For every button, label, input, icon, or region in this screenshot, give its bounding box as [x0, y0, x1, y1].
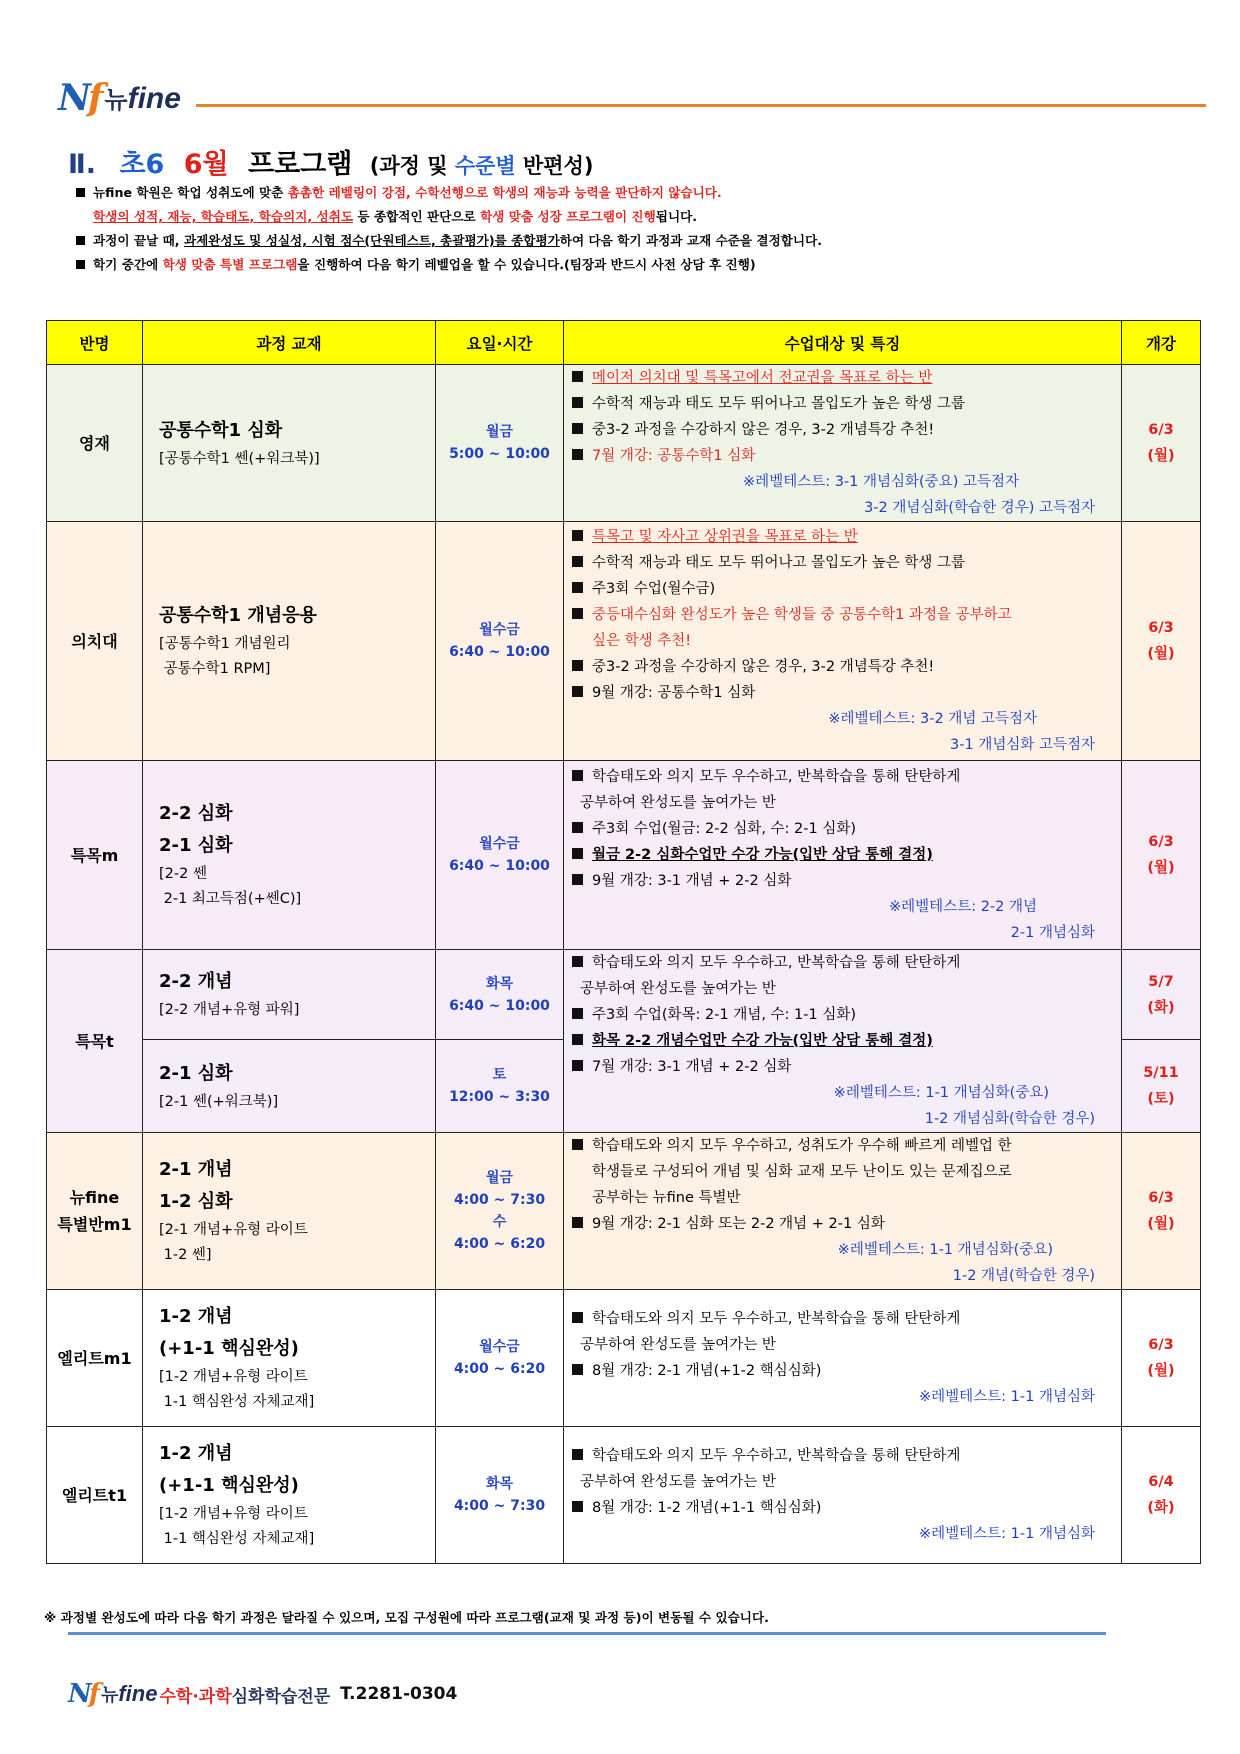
open-date-cell	[1122, 365, 1201, 522]
open-date-cell	[1122, 522, 1201, 761]
table-header-row	[47, 321, 1201, 365]
open-date: 5/11	[1143, 1065, 1179, 1082]
open-day: (화)	[1147, 1500, 1175, 1516]
description-line: 월금 2-2 심화수업만 수강 가능(입반 상담 통해 결정)	[572, 842, 1109, 868]
description-line: 화목 2-2 개념수업만 수강 가능(입반 상담 통해 결정)	[572, 1028, 1109, 1054]
course-name: 공통수학1 개념응용	[159, 605, 317, 626]
description-line: 학습태도와 의지 모두 우수하고, 반복학습을 통해 탄탄하게	[572, 1306, 1109, 1332]
class-time: 6:40 ~ 10:00	[449, 858, 550, 874]
description-line: 주3회 수업(월금: 2-2 심화, 수: 2-1 심화)	[572, 816, 1109, 842]
bullet-square-icon	[572, 530, 583, 541]
class-time: 4:00 ~ 7:30	[453, 1498, 546, 1514]
bullet-square-icon	[572, 1217, 583, 1228]
open-date-cell	[1122, 1133, 1201, 1290]
table-row	[47, 365, 1201, 522]
header-divider	[196, 104, 1206, 107]
textbook-cell	[143, 1040, 436, 1133]
level-test: 3-2 개념심화(학습한 경우) 고득점자	[864, 500, 1095, 516]
class-days: 토	[492, 1067, 507, 1084]
description-cell	[564, 522, 1122, 761]
course-name: 2-2 개념	[159, 971, 233, 993]
class-days: 수	[492, 1214, 507, 1230]
description-cell	[564, 1427, 1122, 1564]
note-3: 학기 중간에 학생 맞춤 특별 프로그램을 진행하여 다음 학기 레벨업을 할 수 있습니다.(팀장과 반드시 사전 상담 후 진행)	[76, 254, 756, 273]
textbook-name: [2-2 개념+유형 파워]	[159, 1002, 300, 1019]
bullet-square-icon	[572, 582, 583, 593]
class-name: 의치대	[47, 522, 143, 761]
description-line: 학습태도와 의지 모두 우수하고, 반복학습을 통해 탄탄하게	[572, 764, 1109, 790]
schedule-cell	[436, 522, 564, 761]
description-line: 8월 개강: 2-1 개념(+1-2 핵심심화)	[572, 1358, 1109, 1384]
table-row	[47, 522, 1201, 761]
description-line: 7월 개강: 공통수학1 심화	[572, 443, 1109, 469]
description-line: 학습태도와 의지 모두 우수하고, 반복학습을 통해 탄탄하게	[572, 1443, 1109, 1469]
description-line: 중등대수심화 완성도가 높은 학생들 중 공통수학1 과정을 공부하고	[572, 602, 1109, 628]
class-name: 영재	[47, 365, 143, 522]
open-date: 6/3	[1148, 1337, 1174, 1353]
class-time: 6:40 ~ 10:00	[449, 997, 550, 1014]
class-time: 4:00 ~ 7:30	[453, 1192, 546, 1208]
bullet-square-icon	[572, 660, 583, 671]
course-name: 1-2 개념	[159, 1306, 233, 1327]
description-line: 특목고 및 자사고 상위권을 목표로 하는 반	[572, 524, 1109, 550]
schedule-cell	[436, 950, 564, 1040]
program-table	[46, 320, 1201, 1564]
textbook-name: 1-1 핵심완성 자체교재]	[159, 1531, 315, 1547]
level-test: ※레벨테스트: 1-1 개념심화(중요)	[837, 1242, 1053, 1258]
course-name: 2-1 개념	[159, 1159, 233, 1180]
class-days: 월금	[485, 424, 514, 440]
bullet-square-icon	[572, 770, 583, 781]
note-1-cont: 학생의 성적, 재능, 학습태도, 학습의지, 성취도 등 종합적인 판단으로 학생 맞춤 성장 프로그램이 진행됩니다.	[93, 209, 698, 224]
class-time: 6:40 ~ 10:00	[449, 644, 550, 660]
page-title: Ⅱ. 초6 6월 프로그램 (과정 및 수준별 반편성)	[68, 149, 594, 180]
course-name: 공통수학1 심화	[159, 419, 283, 441]
level-test: 3-1 개념심화 고득점자	[950, 737, 1095, 753]
bullet-square-icon	[572, 1312, 583, 1323]
description-line: 7월 개강: 3-1 개념 + 2-2 심화	[572, 1054, 1109, 1080]
table-row	[47, 1290, 1201, 1427]
description-cell	[564, 365, 1122, 522]
textbook-name: 1-1 핵심완성 자체교재]	[159, 1394, 315, 1410]
class-days: 월수금	[479, 622, 520, 638]
level-test: 2-1 개념심화	[1010, 925, 1095, 941]
class-name: 특목t	[47, 950, 143, 1133]
class-name: 특목m	[47, 761, 143, 950]
level-test: ※레벨테스트: 1-1 개념심화(중요)	[833, 1085, 1049, 1101]
col-header-schedule: 요일·시간	[436, 321, 564, 365]
col-header-description: 수업대상 및 특징	[564, 321, 1122, 365]
description-line: 학습태도와 의지 모두 우수하고, 성취도가 우수해 빠르게 레벨업 한	[572, 1133, 1109, 1159]
class-name: 엘리트m1	[47, 1290, 143, 1427]
schedule-cell	[436, 1133, 564, 1290]
class-name: 뉴fine 특별반m1	[47, 1133, 143, 1290]
col-header-book: 과정 교재	[143, 321, 436, 365]
description-line: 공부하여 완성도를 높여가는 반	[580, 1474, 776, 1490]
logo-mark: Nf	[58, 77, 101, 119]
open-date-cell	[1122, 950, 1201, 1040]
open-day: (월)	[1147, 1363, 1175, 1379]
bullet-square-icon	[572, 397, 583, 408]
bullet-square-icon	[572, 848, 583, 859]
class-time: 4:00 ~ 6:20	[453, 1236, 546, 1252]
footer-logo	[68, 1678, 457, 1710]
class-name: 엘리트t1	[47, 1427, 143, 1564]
bullet-square-icon	[572, 1364, 583, 1375]
textbook-cell	[143, 1290, 436, 1427]
description-line: 9월 개강: 2-1 심화 또는 2-2 개념 + 2-1 심화	[572, 1211, 1109, 1237]
schedule-cell	[436, 365, 564, 522]
bullet-square-icon	[572, 1008, 583, 1019]
description-line: 중3-2 과정을 수강하지 않은 경우, 3-2 개념특강 추천!	[572, 417, 1109, 443]
open-day: (월)	[1147, 646, 1175, 662]
description-line: 주3회 수업(화목: 2-1 개념, 수: 1-1 심화)	[572, 1002, 1109, 1028]
note-1: 뉴fine 학원은 학업 성취도에 맞춘 촘촘한 레벨링이 강점, 수학선행으로 학생의 재능과 능력을 판단하지 않습니다.	[76, 182, 722, 201]
open-day: (월)	[1147, 1216, 1175, 1232]
textbook-cell	[143, 950, 436, 1040]
bullet-square-icon	[572, 1449, 583, 1460]
schedule-cell	[436, 1290, 564, 1427]
table-row	[47, 1133, 1201, 1290]
textbook-name: [1-2 개념+유형 라이트	[159, 1369, 308, 1385]
description-line: 주3회 수업(월수금)	[572, 576, 1109, 602]
header-logo	[58, 78, 181, 118]
textbook-name: [2-1 개념+유형 라이트	[159, 1222, 308, 1238]
class-days: 화목	[485, 1476, 514, 1492]
open-date-cell	[1122, 761, 1201, 950]
open-day: (월)	[1147, 448, 1175, 464]
open-day: (월)	[1147, 860, 1175, 876]
schedule-cell	[436, 1427, 564, 1564]
logo-text: 뉴fine	[100, 1681, 158, 1706]
textbook-cell	[143, 1427, 436, 1564]
textbook-name: [2-1 쎈(+워크북)]	[159, 1093, 279, 1110]
note-2: 과정이 끝날 때, 과제완성도 및 성실성, 시험 점수(단원테스트, 총괄평가)를 종합평가하여 다음 학기 과정과 교재 수준을 결정합니다.	[76, 230, 822, 249]
bullet-square-icon	[572, 556, 583, 567]
description-line: 공부하는 뉴fine 특별반	[592, 1190, 741, 1206]
table-row	[47, 761, 1201, 950]
description-cell	[564, 950, 1122, 1133]
table-row	[47, 1427, 1201, 1564]
open-day: (토)	[1147, 1091, 1175, 1108]
class-time: 4:00 ~ 6:20	[453, 1361, 546, 1377]
level-test: ※레벨테스트: 3-2 개념 고득점자	[828, 711, 1037, 727]
course-name: 2-1 심화	[159, 1062, 233, 1084]
bullet-square-icon	[572, 371, 583, 382]
level-test: ※레벨테스트: 2-2 개념	[889, 899, 1037, 915]
bullet-square-icon	[572, 1139, 583, 1150]
open-date-cell	[1122, 1427, 1201, 1564]
open-date: 5/7	[1148, 973, 1174, 990]
bullet-square-icon	[76, 188, 85, 197]
description-line: 수학적 재능과 태도 모두 뛰어나고 몰입도가 높은 학생 그룹	[572, 550, 1109, 576]
textbook-name: [1-2 개념+유형 라이트	[159, 1506, 308, 1522]
bullet-square-icon	[572, 1501, 583, 1512]
open-date-cell	[1122, 1290, 1201, 1427]
description-line: 중3-2 과정을 수강하지 않은 경우, 3-2 개념특강 추천!	[572, 654, 1109, 680]
description-line: 9월 개강: 3-1 개념 + 2-2 심화	[572, 868, 1109, 894]
textbook-name: 1-2 쎈]	[159, 1247, 212, 1263]
bullet-square-icon	[572, 608, 583, 619]
description-line: 학습태도와 의지 모두 우수하고, 반복학습을 통해 탄탄하게	[572, 950, 1109, 976]
level-test: 1-2 개념심화(학습한 경우)	[924, 1111, 1095, 1127]
open-date-cell	[1122, 1040, 1201, 1133]
schedule-cell	[436, 1040, 564, 1133]
footer-phone: T.2281-0304	[340, 1684, 458, 1704]
bullet-square-icon	[572, 822, 583, 833]
description-line: 싶은 학생 추천!	[592, 633, 692, 649]
class-days: 월수금	[479, 836, 520, 852]
textbook-name: [공통수학1 쎈(+워크북)]	[159, 450, 320, 467]
description-line: 공부하여 완성도를 높여가는 반	[580, 981, 776, 997]
table-row	[47, 950, 1201, 1040]
description-line: 공부하여 완성도를 높여가는 반	[580, 795, 776, 811]
open-date: 6/3	[1148, 834, 1174, 850]
bullet-square-icon	[572, 1060, 583, 1071]
bullet-square-icon	[76, 260, 85, 269]
class-days: 월수금	[479, 1339, 520, 1355]
bullet-square-icon	[572, 449, 583, 460]
course-name: (+1-1 핵심완성)	[159, 1475, 299, 1496]
course-name: 1-2 개념	[159, 1443, 233, 1464]
description-line: 수학적 재능과 태도 모두 뛰어나고 몰입도가 높은 학생 그룹	[572, 391, 1109, 417]
open-day: (화)	[1147, 999, 1175, 1016]
level-test: ※레벨테스트: 1-1 개념심화	[919, 1389, 1095, 1405]
description-line: 9월 개강: 공통수학1 심화	[572, 680, 1109, 706]
description-line: 8월 개강: 1-2 개념(+1-1 핵심심화)	[572, 1495, 1109, 1521]
textbook-cell	[143, 522, 436, 761]
course-name: 2-1 심화	[159, 835, 233, 856]
description-line: 공부하여 완성도를 높여가는 반	[580, 1337, 776, 1353]
course-name: 1-2 심화	[159, 1191, 233, 1212]
schedule-cell	[436, 761, 564, 950]
class-time: 5:00 ~ 10:00	[449, 446, 550, 462]
bullet-square-icon	[572, 686, 583, 697]
textbook-cell	[143, 365, 436, 522]
textbook-name: [2-2 쎈	[159, 866, 207, 882]
textbook-name: 공통수학1 RPM]	[159, 661, 271, 677]
textbook-name: [공통수학1 개념원리	[159, 636, 291, 652]
description-cell	[564, 1290, 1122, 1427]
level-test: 1-2 개념(학습한 경우)	[952, 1268, 1095, 1284]
level-test: ※레벨테스트: 1-1 개념심화	[919, 1526, 1095, 1542]
description-cell	[564, 1133, 1122, 1290]
description-line: 메이저 의치대 및 특목고에서 전교권을 목표로 하는 반	[572, 365, 1109, 391]
bullet-square-icon	[572, 1034, 583, 1045]
description-line: 학생들로 구성되어 개념 및 심화 교재 모두 난이도 있는 문제집으로	[592, 1164, 1012, 1180]
description-cell	[564, 761, 1122, 950]
course-name: (+1-1 핵심완성)	[159, 1338, 299, 1359]
textbook-cell	[143, 761, 436, 950]
class-days: 월금	[485, 1170, 514, 1186]
logo-text: 뉴fine	[104, 82, 181, 115]
logo-mark: Nf	[68, 1679, 97, 1709]
open-date: 6/3	[1148, 1190, 1174, 1206]
textbook-cell	[143, 1133, 436, 1290]
open-date: 6/3	[1148, 422, 1174, 438]
bullet-square-icon	[76, 236, 85, 245]
footnote: ※ 과정별 완성도에 따라 다음 학기 과정은 달라질 수 있으며, 모집 구성원에 따라 프로그램(교재 및 과정 등)이 변동될 수 있습니다.	[44, 1610, 769, 1625]
class-time: 12:00 ~ 3:30	[449, 1089, 550, 1106]
bullet-square-icon	[572, 423, 583, 434]
level-test: ※레벨테스트: 3-1 개념심화(중요) 고득점자	[743, 474, 1019, 490]
open-date: 6/4	[1148, 1474, 1174, 1490]
footer-tag-subjects: 수학·과학	[159, 1686, 232, 1707]
bullet-square-icon	[572, 874, 583, 885]
footer-tag-specialty: 심화학습전문	[231, 1686, 331, 1707]
footer-divider	[68, 1632, 1106, 1635]
col-header-open: 개강	[1122, 321, 1201, 365]
bullet-square-icon	[572, 956, 583, 967]
textbook-name: 2-1 최고득점(+쎈C)]	[159, 891, 302, 907]
col-header-class: 반명	[47, 321, 143, 365]
open-date: 6/3	[1148, 620, 1174, 636]
course-name: 2-2 심화	[159, 803, 233, 824]
class-days: 화목	[485, 975, 514, 992]
